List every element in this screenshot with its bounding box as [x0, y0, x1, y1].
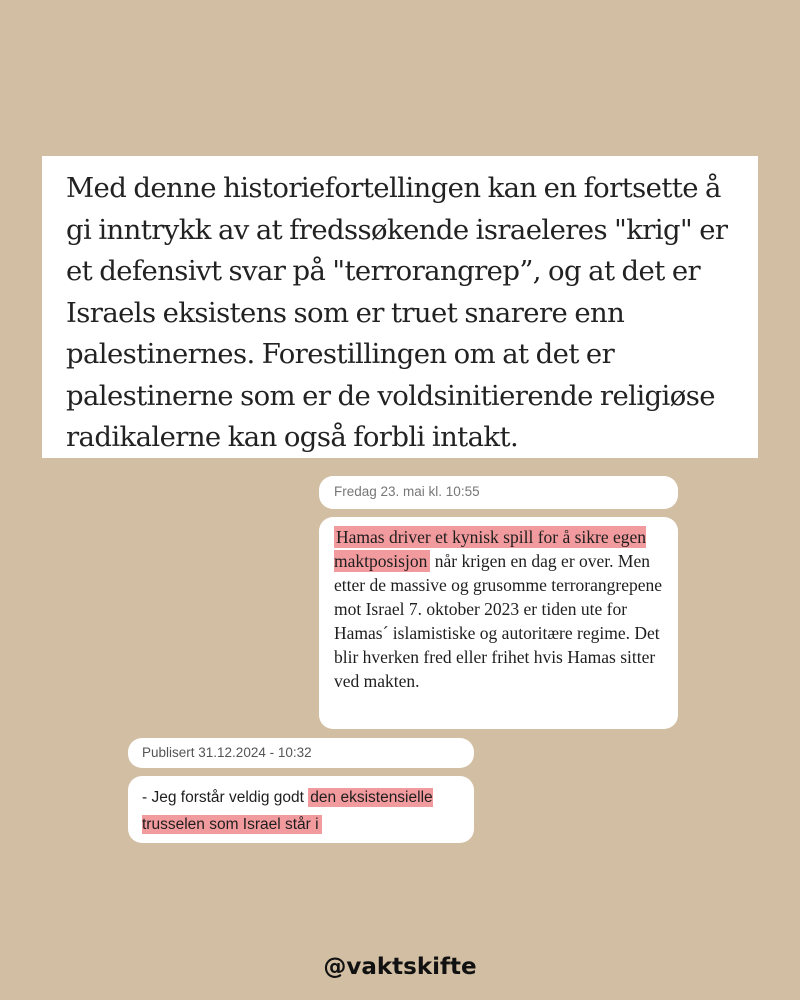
excerpt-2-body	[128, 776, 474, 843]
excerpt-1-highlight: Hamas driver et kynisk spill for å sikre egen maktposisjon	[334, 527, 647, 571]
quote-text: Med denne historiefortellingen kan en fortsette å gi inntrykk av at fredssøkende israeleres "krig" er et defensivt svar på "terrorangrep”, og at det er Israels eksistens som er truet snarere enn palestinernes. Forestillingen om at det er palestinerne som er de voldsinitierende religiøse radikalerne kan også forbli intakt.	[66, 172, 728, 453]
excerpt-1-body	[319, 517, 678, 729]
author-handle: @vaktskifte	[323, 954, 477, 980]
quote-box	[42, 156, 758, 458]
excerpt-1-rest: når krigen en dag er over. Men etter de massive og grusomme terrorangrepene mot Israel 7. oktober 2023 er tiden ute for Hamas´ islamistiske og autoritære regime. Det blir hverken fred eller frihet hvis Hamas sitter ved makten.	[334, 551, 662, 691]
excerpt-1-date: Fredag 23. mai kl. 10:55	[319, 476, 678, 509]
excerpt-2-date: Publisert 31.12.2024 - 10:32	[128, 738, 474, 768]
excerpt-2-highlight: den eksistensielle trusselen som Israel står i	[142, 789, 433, 833]
excerpt-2-prefix: - Jeg forstår veldig godt	[142, 789, 309, 806]
